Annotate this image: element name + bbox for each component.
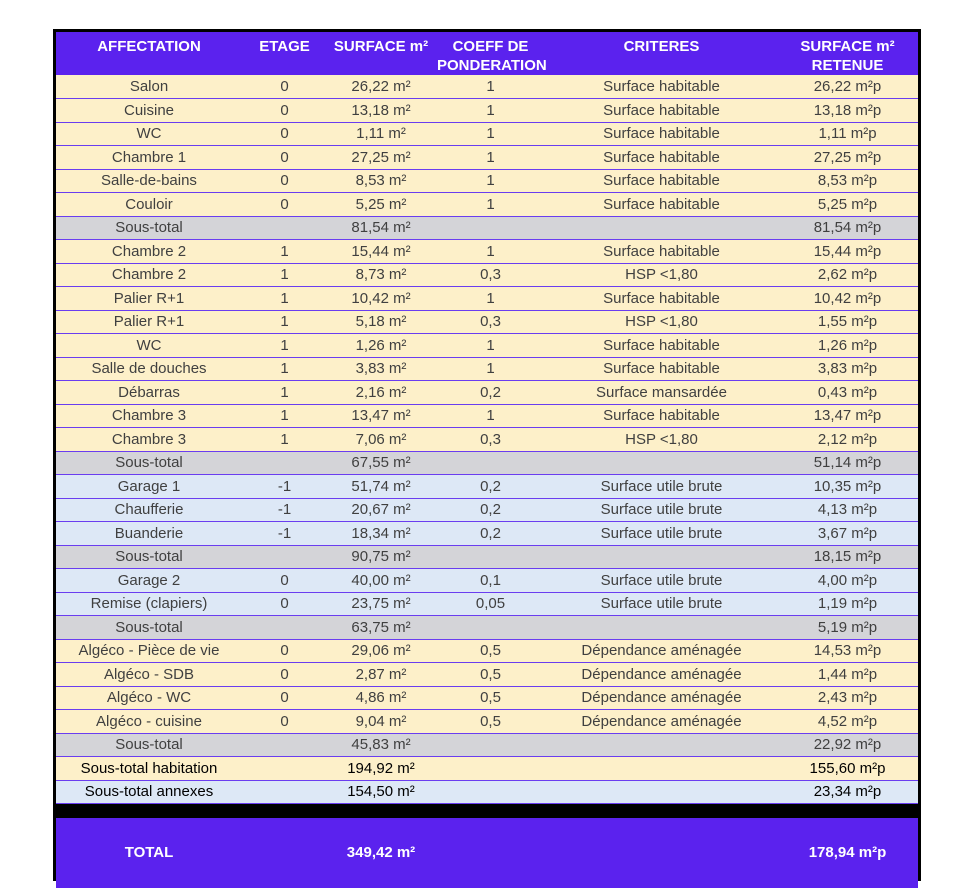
cell-affectation: Débarras bbox=[56, 381, 242, 405]
table-row bbox=[56, 169, 918, 193]
cell-etage: 1 bbox=[242, 428, 327, 452]
subtotal-row bbox=[56, 733, 918, 757]
cell-etage: 0 bbox=[242, 122, 327, 146]
cell-affectation: Sous-total bbox=[56, 616, 242, 640]
cell-retenue: 5,19 m²p bbox=[777, 616, 918, 640]
cell-surface: 9,04 m² bbox=[327, 710, 435, 734]
cell-surface: 3,83 m² bbox=[327, 357, 435, 381]
table-row bbox=[56, 99, 918, 123]
table-row bbox=[56, 287, 918, 311]
surface-table bbox=[56, 32, 918, 888]
cell-retenue: 1,44 m²p bbox=[777, 663, 918, 687]
cell-etage bbox=[242, 733, 327, 757]
cell-affectation: Algéco - SDB bbox=[56, 663, 242, 687]
cell-criteres: Dépendance aménagée bbox=[546, 663, 777, 687]
header-surface: SURFACE m² bbox=[327, 32, 435, 75]
cell-coeff: 0,2 bbox=[435, 498, 546, 522]
cell-coeff: 0,3 bbox=[435, 310, 546, 334]
cell-etage: 0 bbox=[242, 686, 327, 710]
cell-affectation: Chambre 3 bbox=[56, 428, 242, 452]
cell-surface: 1,26 m² bbox=[327, 334, 435, 358]
cell-retenue: 14,53 m²p bbox=[777, 639, 918, 663]
total-retenue: 178,94 m²p bbox=[777, 818, 918, 888]
cell-criteres: Surface utile brute bbox=[546, 475, 777, 499]
cell-affectation: Chambre 2 bbox=[56, 240, 242, 264]
cell-surface: 90,75 m² bbox=[327, 545, 435, 569]
table-row bbox=[56, 404, 918, 428]
total-etage bbox=[242, 818, 327, 888]
cell-etage bbox=[242, 451, 327, 475]
cell-surface: 18,34 m² bbox=[327, 522, 435, 546]
cell-retenue: 81,54 m²p bbox=[777, 216, 918, 240]
cell-criteres: Surface habitable bbox=[546, 146, 777, 170]
cell-retenue: 51,14 m²p bbox=[777, 451, 918, 475]
cell-coeff bbox=[435, 733, 546, 757]
cell-coeff: 0,1 bbox=[435, 569, 546, 593]
cell-surface: 13,47 m² bbox=[327, 404, 435, 428]
cell-coeff: 0,3 bbox=[435, 263, 546, 287]
cell-etage: 0 bbox=[242, 146, 327, 170]
cell-surface: 154,50 m² bbox=[327, 780, 435, 804]
cell-affectation: Chambre 1 bbox=[56, 146, 242, 170]
cell-coeff bbox=[435, 616, 546, 640]
cell-retenue: 2,43 m²p bbox=[777, 686, 918, 710]
cell-criteres: Surface mansardée bbox=[546, 381, 777, 405]
cell-retenue: 155,60 m²p bbox=[777, 757, 918, 781]
cell-etage: 0 bbox=[242, 592, 327, 616]
total-surface: 349,42 m² bbox=[327, 818, 435, 888]
cell-surface: 5,18 m² bbox=[327, 310, 435, 334]
cell-retenue: 10,35 m²p bbox=[777, 475, 918, 499]
cell-etage bbox=[242, 545, 327, 569]
cell-surface: 20,67 m² bbox=[327, 498, 435, 522]
header-retenue: SURFACE m² RETENUE bbox=[777, 32, 918, 75]
cell-surface: 8,53 m² bbox=[327, 169, 435, 193]
cell-criteres: Surface habitable bbox=[546, 193, 777, 217]
cell-surface: 4,86 m² bbox=[327, 686, 435, 710]
cell-coeff: 0,3 bbox=[435, 428, 546, 452]
cell-retenue: 18,15 m²p bbox=[777, 545, 918, 569]
cell-etage: 1 bbox=[242, 357, 327, 381]
table-row bbox=[56, 357, 918, 381]
cell-criteres: HSP <1,80 bbox=[546, 263, 777, 287]
cell-etage: -1 bbox=[242, 498, 327, 522]
cell-coeff bbox=[435, 757, 546, 781]
cell-coeff: 0,2 bbox=[435, 475, 546, 499]
cell-retenue: 23,34 m²p bbox=[777, 780, 918, 804]
table-row bbox=[56, 498, 918, 522]
table-row bbox=[56, 75, 918, 99]
cell-affectation: Sous-total bbox=[56, 216, 242, 240]
cell-surface: 1,11 m² bbox=[327, 122, 435, 146]
cell-criteres: Surface habitable bbox=[546, 75, 777, 99]
cell-etage: 0 bbox=[242, 710, 327, 734]
cell-affectation: Sous-total habitation bbox=[56, 757, 242, 781]
cell-criteres bbox=[546, 545, 777, 569]
table-row bbox=[56, 310, 918, 334]
cell-coeff: 0,2 bbox=[435, 522, 546, 546]
cell-etage: 0 bbox=[242, 663, 327, 687]
cell-affectation: Couloir bbox=[56, 193, 242, 217]
cell-criteres: HSP <1,80 bbox=[546, 428, 777, 452]
cell-criteres: Surface habitable bbox=[546, 122, 777, 146]
cell-surface: 13,18 m² bbox=[327, 99, 435, 123]
table-row bbox=[56, 475, 918, 499]
cell-retenue: 26,22 m²p bbox=[777, 75, 918, 99]
cell-criteres bbox=[546, 451, 777, 475]
cell-coeff: 1 bbox=[435, 334, 546, 358]
table-row bbox=[56, 522, 918, 546]
cell-affectation: Garage 1 bbox=[56, 475, 242, 499]
cell-criteres bbox=[546, 757, 777, 781]
spacer-row bbox=[56, 804, 918, 818]
header-coeff: COEFF DE PONDERATION bbox=[435, 32, 546, 75]
cell-criteres: Surface utile brute bbox=[546, 592, 777, 616]
cell-etage: -1 bbox=[242, 522, 327, 546]
cell-affectation: Algéco - Pièce de vie bbox=[56, 639, 242, 663]
table-row bbox=[56, 663, 918, 687]
cell-criteres bbox=[546, 733, 777, 757]
cell-coeff: 1 bbox=[435, 75, 546, 99]
cell-surface: 2,16 m² bbox=[327, 381, 435, 405]
table-row bbox=[56, 592, 918, 616]
table-row bbox=[56, 569, 918, 593]
cell-coeff: 1 bbox=[435, 404, 546, 428]
spacer-cell bbox=[56, 804, 918, 818]
table-row bbox=[56, 686, 918, 710]
cell-surface: 23,75 m² bbox=[327, 592, 435, 616]
cell-etage: 0 bbox=[242, 99, 327, 123]
cell-retenue: 4,13 m²p bbox=[777, 498, 918, 522]
cell-retenue: 2,62 m²p bbox=[777, 263, 918, 287]
cell-affectation: Algéco - WC bbox=[56, 686, 242, 710]
cell-retenue: 1,26 m²p bbox=[777, 334, 918, 358]
cell-criteres: Surface habitable bbox=[546, 240, 777, 264]
table-row bbox=[56, 122, 918, 146]
cell-affectation: Chambre 2 bbox=[56, 263, 242, 287]
cell-criteres: Surface habitable bbox=[546, 404, 777, 428]
cell-etage: 0 bbox=[242, 639, 327, 663]
table-row bbox=[56, 639, 918, 663]
cell-coeff bbox=[435, 216, 546, 240]
cell-criteres: Dépendance aménagée bbox=[546, 686, 777, 710]
cell-etage: 1 bbox=[242, 240, 327, 264]
cell-affectation: Sous-total bbox=[56, 733, 242, 757]
cell-coeff: 1 bbox=[435, 99, 546, 123]
cell-retenue: 1,19 m²p bbox=[777, 592, 918, 616]
cell-affectation: Garage 2 bbox=[56, 569, 242, 593]
cell-surface: 8,73 m² bbox=[327, 263, 435, 287]
cell-affectation: WC bbox=[56, 334, 242, 358]
cell-surface: 15,44 m² bbox=[327, 240, 435, 264]
cell-affectation: Sous-total bbox=[56, 451, 242, 475]
table-row bbox=[56, 193, 918, 217]
total-label: TOTAL bbox=[56, 818, 242, 888]
total-criteres bbox=[546, 818, 777, 888]
cell-surface: 51,74 m² bbox=[327, 475, 435, 499]
table-row bbox=[56, 146, 918, 170]
table-row bbox=[56, 428, 918, 452]
cell-criteres: Surface habitable bbox=[546, 99, 777, 123]
cell-affectation: Palier R+1 bbox=[56, 310, 242, 334]
cell-retenue: 10,42 m²p bbox=[777, 287, 918, 311]
cell-surface: 40,00 m² bbox=[327, 569, 435, 593]
cell-retenue: 4,52 m²p bbox=[777, 710, 918, 734]
cell-surface: 67,55 m² bbox=[327, 451, 435, 475]
subtotal-row bbox=[56, 451, 918, 475]
cell-affectation: Palier R+1 bbox=[56, 287, 242, 311]
cell-coeff: 0,05 bbox=[435, 592, 546, 616]
cell-retenue: 0,43 m²p bbox=[777, 381, 918, 405]
cell-coeff: 0,5 bbox=[435, 663, 546, 687]
cell-criteres: HSP <1,80 bbox=[546, 310, 777, 334]
table-row bbox=[56, 263, 918, 287]
cell-criteres: Surface utile brute bbox=[546, 498, 777, 522]
cell-coeff: 0,2 bbox=[435, 381, 546, 405]
cell-retenue: 2,12 m²p bbox=[777, 428, 918, 452]
table-row bbox=[56, 381, 918, 405]
header-row bbox=[56, 32, 918, 75]
section-total-row bbox=[56, 757, 918, 781]
cell-surface: 81,54 m² bbox=[327, 216, 435, 240]
cell-retenue: 8,53 m²p bbox=[777, 169, 918, 193]
cell-etage bbox=[242, 780, 327, 804]
cell-coeff: 1 bbox=[435, 240, 546, 264]
cell-coeff: 0,5 bbox=[435, 639, 546, 663]
cell-retenue: 4,00 m²p bbox=[777, 569, 918, 593]
cell-retenue: 13,47 m²p bbox=[777, 404, 918, 428]
cell-coeff: 1 bbox=[435, 287, 546, 311]
cell-etage: 1 bbox=[242, 263, 327, 287]
cell-retenue: 13,18 m²p bbox=[777, 99, 918, 123]
cell-affectation: Chambre 3 bbox=[56, 404, 242, 428]
cell-criteres: Surface habitable bbox=[546, 334, 777, 358]
cell-affectation: Salon bbox=[56, 75, 242, 99]
header-etage: ETAGE bbox=[242, 32, 327, 75]
cell-coeff bbox=[435, 780, 546, 804]
cell-criteres: Dépendance aménagée bbox=[546, 710, 777, 734]
header-affectation: AFFECTATION bbox=[56, 32, 242, 75]
cell-surface: 29,06 m² bbox=[327, 639, 435, 663]
cell-criteres: Surface habitable bbox=[546, 287, 777, 311]
cell-criteres: Dépendance aménagée bbox=[546, 639, 777, 663]
total-row bbox=[56, 818, 918, 888]
cell-coeff: 1 bbox=[435, 146, 546, 170]
cell-criteres: Surface habitable bbox=[546, 169, 777, 193]
cell-criteres: Surface utile brute bbox=[546, 522, 777, 546]
table-row bbox=[56, 240, 918, 264]
cell-retenue: 1,55 m²p bbox=[777, 310, 918, 334]
cell-surface: 45,83 m² bbox=[327, 733, 435, 757]
surface-table-frame bbox=[53, 29, 921, 881]
cell-affectation: Sous-total bbox=[56, 545, 242, 569]
cell-etage bbox=[242, 216, 327, 240]
cell-etage: 1 bbox=[242, 310, 327, 334]
cell-retenue: 3,83 m²p bbox=[777, 357, 918, 381]
cell-coeff: 1 bbox=[435, 193, 546, 217]
cell-etage: 0 bbox=[242, 75, 327, 99]
cell-etage: -1 bbox=[242, 475, 327, 499]
cell-affectation: Remise (clapiers) bbox=[56, 592, 242, 616]
cell-surface: 63,75 m² bbox=[327, 616, 435, 640]
cell-etage bbox=[242, 757, 327, 781]
cell-criteres: Surface habitable bbox=[546, 357, 777, 381]
cell-coeff: 1 bbox=[435, 357, 546, 381]
subtotal-row bbox=[56, 216, 918, 240]
cell-affectation: Salle de douches bbox=[56, 357, 242, 381]
subtotal-row bbox=[56, 616, 918, 640]
cell-criteres bbox=[546, 216, 777, 240]
cell-etage: 1 bbox=[242, 287, 327, 311]
section-total-row bbox=[56, 780, 918, 804]
cell-etage: 1 bbox=[242, 334, 327, 358]
cell-retenue: 3,67 m²p bbox=[777, 522, 918, 546]
table-row bbox=[56, 334, 918, 358]
cell-surface: 27,25 m² bbox=[327, 146, 435, 170]
cell-coeff: 0,5 bbox=[435, 710, 546, 734]
cell-retenue: 27,25 m²p bbox=[777, 146, 918, 170]
cell-etage: 1 bbox=[242, 404, 327, 428]
subtotal-row bbox=[56, 545, 918, 569]
cell-affectation: WC bbox=[56, 122, 242, 146]
cell-etage: 0 bbox=[242, 169, 327, 193]
cell-criteres bbox=[546, 616, 777, 640]
cell-retenue: 22,92 m²p bbox=[777, 733, 918, 757]
cell-coeff: 1 bbox=[435, 169, 546, 193]
header-criteres: CRITERES bbox=[546, 32, 777, 75]
cell-etage: 1 bbox=[242, 381, 327, 405]
cell-affectation: Chaufferie bbox=[56, 498, 242, 522]
cell-criteres bbox=[546, 780, 777, 804]
cell-surface: 194,92 m² bbox=[327, 757, 435, 781]
cell-affectation: Buanderie bbox=[56, 522, 242, 546]
cell-coeff bbox=[435, 451, 546, 475]
total-coeff bbox=[435, 818, 546, 888]
cell-retenue: 15,44 m²p bbox=[777, 240, 918, 264]
cell-retenue: 1,11 m²p bbox=[777, 122, 918, 146]
cell-affectation: Salle-de-bains bbox=[56, 169, 242, 193]
cell-affectation: Cuisine bbox=[56, 99, 242, 123]
cell-surface: 26,22 m² bbox=[327, 75, 435, 99]
cell-coeff bbox=[435, 545, 546, 569]
cell-affectation: Algéco - cuisine bbox=[56, 710, 242, 734]
cell-etage bbox=[242, 616, 327, 640]
table-body bbox=[56, 75, 918, 804]
cell-criteres: Surface utile brute bbox=[546, 569, 777, 593]
cell-coeff: 1 bbox=[435, 122, 546, 146]
cell-surface: 7,06 m² bbox=[327, 428, 435, 452]
table-row bbox=[56, 710, 918, 734]
cell-etage: 0 bbox=[242, 193, 327, 217]
cell-surface: 5,25 m² bbox=[327, 193, 435, 217]
cell-etage: 0 bbox=[242, 569, 327, 593]
cell-retenue: 5,25 m²p bbox=[777, 193, 918, 217]
cell-surface: 2,87 m² bbox=[327, 663, 435, 687]
cell-surface: 10,42 m² bbox=[327, 287, 435, 311]
cell-coeff: 0,5 bbox=[435, 686, 546, 710]
cell-affectation: Sous-total annexes bbox=[56, 780, 242, 804]
